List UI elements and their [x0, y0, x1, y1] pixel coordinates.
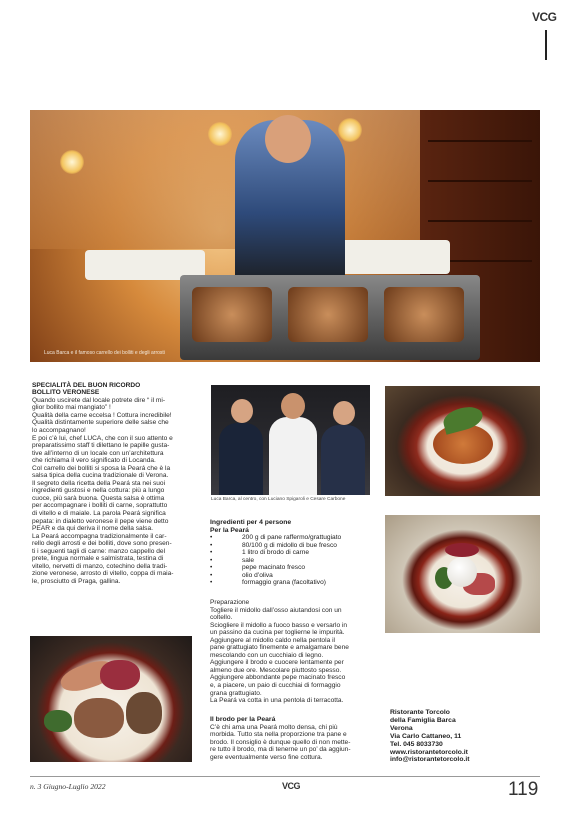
- contact-line: Tel. 045 8033730: [390, 740, 443, 748]
- preparation-line: Aggiungere abbondante pepe macinato fresco: [210, 674, 346, 682]
- preparation-line: grana grattugiato.: [210, 689, 262, 697]
- preparation-line: Aggiungere il brodo e cuocere lentamente per: [210, 659, 344, 667]
- ingredient-item: [210, 542, 373, 550]
- contact-line: Via Carlo Cattaneo, 11: [390, 732, 462, 740]
- preparation-line: La Peará va cotta in una pentola di terracotta.: [210, 697, 344, 705]
- magazine-logo: VCG: [532, 10, 557, 24]
- recipe-section: [210, 519, 373, 587]
- article-line: le, prosciutto di Praga, gallina.: [32, 577, 121, 585]
- article-body: [32, 397, 197, 586]
- preparation-line: pane grattugiato finemente e amalgamare bene: [210, 644, 349, 652]
- team-photo: [211, 385, 370, 495]
- bullet-icon: •: [210, 534, 213, 542]
- article-line: glior bollito mai mangiato” !: [32, 404, 111, 412]
- broth-title: Il brodo per la Peará: [210, 716, 276, 723]
- preparation-text: [210, 599, 373, 705]
- hero-caption: Luca Barca e il famoso carrello dei bolliti e degli arrosti: [44, 350, 165, 356]
- bullet-icon: •: [210, 564, 213, 572]
- article-line: Quando uscirete dal locale potrete dire “ il mi-: [32, 396, 166, 404]
- bolliti-dish-photo: [30, 636, 192, 762]
- article-line: preparatissimo staff ti dilettano le papille gusta-: [32, 442, 170, 450]
- article-line: di vitello e di maiale. La parola Peará significa: [32, 510, 166, 518]
- ingredient-text: 1 litro di brodo di carne: [242, 549, 310, 557]
- footer-rule: [30, 776, 540, 777]
- preparation-line: mescolando con un cucchiaio di legno.: [210, 651, 324, 659]
- article-line: Col carrello dei bolliti si sposa la Peará che è la: [32, 464, 171, 472]
- article-column: [32, 382, 197, 585]
- team-photo-caption: Luca Barca, al centro, con Luciano Spigaroli e Cesare Carbone: [211, 497, 346, 502]
- preparation-line: coltello.: [210, 614, 233, 622]
- article-line: salsa tipica della cucina tradizionale di Verona.: [32, 472, 169, 480]
- article-line: Qualità della carne eccelsa ! Cottura incredibile!: [32, 411, 172, 419]
- ingredient-item: [210, 534, 373, 542]
- contact-line: www.ristorantetorcolo.it: [390, 748, 468, 756]
- contact-line: della Famiglia Barca: [390, 716, 456, 724]
- broth-text: [210, 724, 373, 762]
- article-line: E poi c’è lui, chef LUCA, che con il suo attento e: [32, 434, 173, 442]
- recipe-title: [210, 519, 373, 534]
- bullet-icon: •: [210, 541, 213, 549]
- preparation-line: e, a piacere, un paio di cucchiai di formaggio: [210, 682, 341, 690]
- ingredient-text: 200 g di pane raffermo/grattugiato: [242, 534, 342, 542]
- article-line: che richiama il vero significato di Locanda.: [32, 457, 156, 465]
- ingredient-text: sale: [242, 556, 255, 564]
- article-title-line: SPECIALITÀ DEL BUON RICORDO: [32, 382, 141, 389]
- ingredient-text: formaggio grana (facoltativo): [242, 579, 326, 587]
- article-line: La Peará accompagna tradizionalmente il car-: [32, 532, 167, 540]
- ingredient-item: [210, 564, 373, 572]
- preparation-line: un passino da cucina per toglierne le impurità.: [210, 629, 345, 637]
- restaurant-contact: [390, 709, 540, 764]
- broth-section: [210, 716, 373, 761]
- article-line: tive all’interno di un locale con un’architettura: [32, 449, 164, 457]
- article-line: prete, lingua normale e salmistrata, testina di: [32, 555, 164, 563]
- article-line: rello degli arrosti e dei bolliti, dove sono presen-: [32, 540, 172, 548]
- broth-line: gere eventualmente verso fine cottura.: [210, 753, 323, 761]
- preparation-line: Sciogliere il midollo a fuoco basso e versarlo in: [210, 621, 348, 629]
- preparation-line: Togliere il midollo dall’osso aiutandosi con un: [210, 606, 342, 614]
- article-line: cuoce, più sarà buona. Questa salsa è ottima: [32, 494, 165, 502]
- article-title-line: BOLLITO VERONESE: [32, 389, 100, 397]
- article-line: Qualità distintamente superiore delle salse che: [32, 419, 169, 427]
- article-line: PEAR e da qui deriva il nome della salsa.: [32, 525, 153, 533]
- article-line: ti i seguenti tagli di carne: manzo cappello del: [32, 547, 166, 555]
- hero-photo: [30, 110, 540, 362]
- broth-line: morbida. Tutto sta nella proporzione tra pane e: [210, 731, 347, 739]
- ingredient-item: [210, 579, 373, 587]
- ingredient-text: olio d’oliva: [242, 571, 273, 579]
- preparation-line: almeno due ore. Mescolare piuttosto spesso.: [210, 666, 342, 674]
- pasta-dish-photo: [385, 386, 540, 496]
- broth-line: brodo. Il consiglio è dunque quello di non mette-: [210, 738, 351, 746]
- article-line: pepata: in dialetto veronese il pepe viene detto: [32, 517, 169, 525]
- header-rule: [545, 30, 547, 60]
- contact-line: Verona: [390, 724, 413, 732]
- contact-line: Ristorante Torcolo: [390, 709, 450, 716]
- ingredients-list: [210, 534, 373, 587]
- footer-logo: VCG: [282, 781, 301, 791]
- ingredient-item: [210, 572, 373, 580]
- article-line: per accompagnare i bolliti di carne, soprattutto: [32, 502, 168, 510]
- bullet-icon: •: [210, 571, 213, 579]
- contact-line: info@ristorantetorcolo.it: [390, 756, 470, 764]
- broth-line: C’è chi ama una Peará molto densa, chi più: [210, 723, 338, 731]
- recipe-title-line: Per la Peará: [210, 526, 249, 534]
- burrata-dish-photo: [385, 515, 540, 633]
- bullet-icon: •: [210, 556, 213, 564]
- article-line: lo accompagnano!: [32, 427, 86, 434]
- ingredient-text: pepe macinato fresco: [242, 564, 306, 572]
- recipe-title-line: Ingredienti per 4 persone: [210, 519, 292, 526]
- page-number: 119: [508, 779, 539, 800]
- preparation-line: Aggiungere al midollo caldo nella pentola il: [210, 636, 335, 644]
- bullet-icon: •: [210, 549, 213, 557]
- article-title: [32, 382, 197, 397]
- preparation-line: Preparazione: [210, 599, 250, 606]
- broth-line: re tutto il brodo, ma di tenerne un po’ da aggiun-: [210, 746, 351, 754]
- article-line: ingredienti gustosi e nella cottura: più a lungo: [32, 487, 165, 495]
- ingredient-item: [210, 557, 373, 565]
- ingredient-item: [210, 549, 373, 557]
- issue-info: n. 3 Giugno-Luglio 2022: [30, 782, 106, 791]
- article-line: Il segreto della ricetta della Peará sta nei suoi: [32, 479, 166, 487]
- article-line: zione veronese, arrosto di vitello, coppa di maia-: [32, 570, 174, 578]
- ingredient-text: 80/100 g di midollo di bue fresco: [242, 541, 337, 549]
- bullet-icon: •: [210, 579, 213, 587]
- article-line: vitello, nervetti di manzo, cotechino della tradi-: [32, 562, 168, 570]
